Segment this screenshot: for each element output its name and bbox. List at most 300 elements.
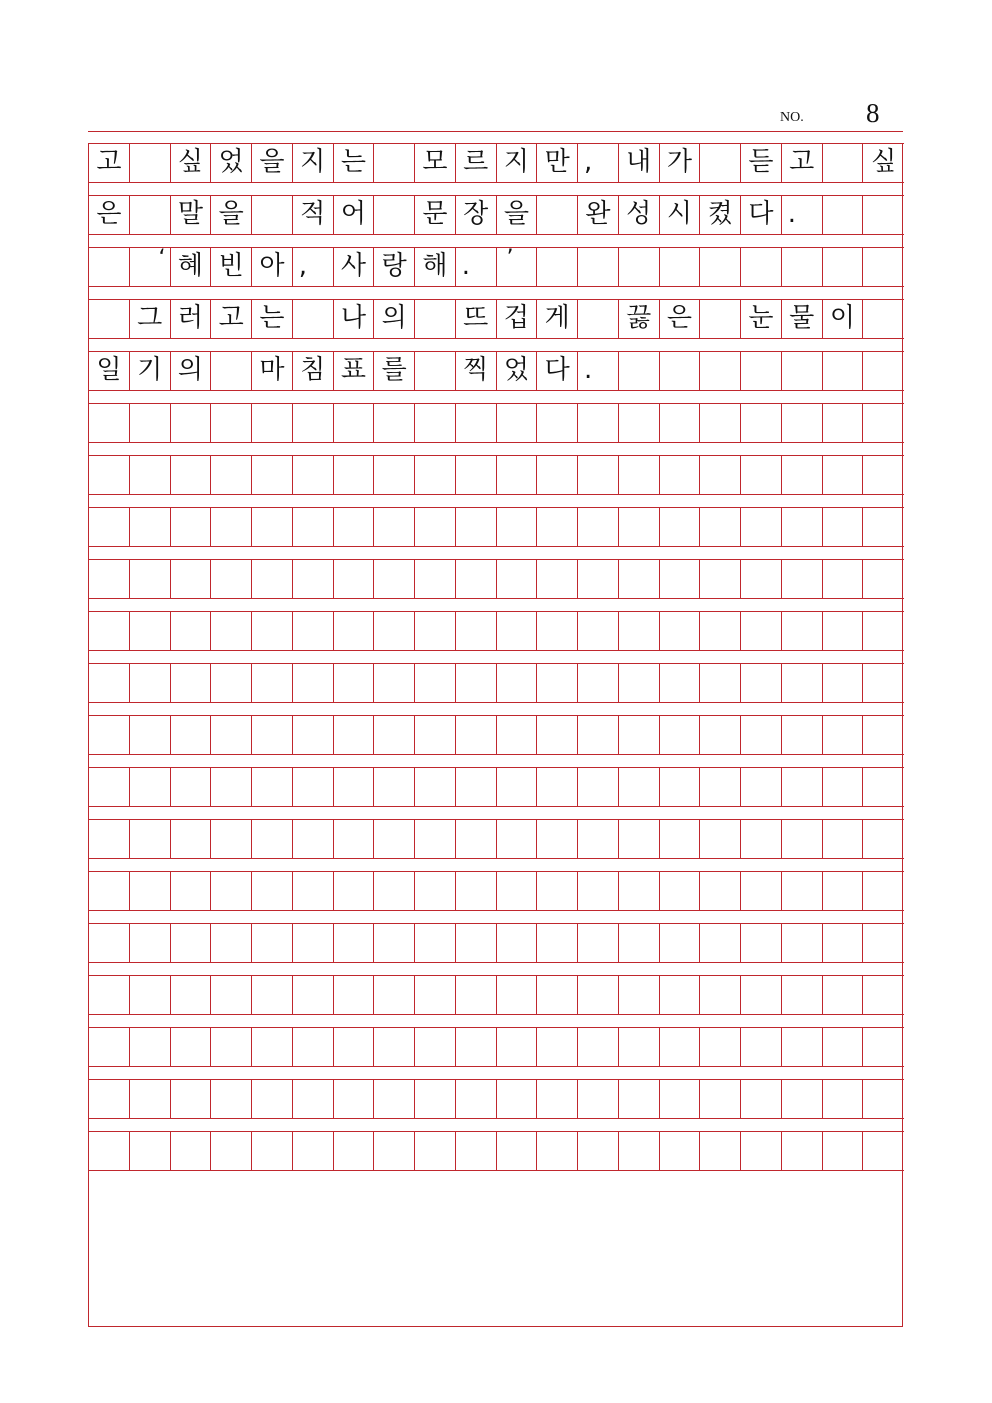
grid-cell [863, 612, 904, 650]
grid-cell [130, 508, 171, 546]
grid-cell: 나 [334, 300, 375, 338]
grid-cell [252, 1132, 293, 1170]
grid-cell [415, 456, 456, 494]
grid-cell [89, 872, 130, 910]
grid-cell [537, 768, 578, 806]
grid-cell [252, 560, 293, 598]
grid-cell: 내 [619, 144, 660, 182]
grid-cell [374, 1132, 415, 1170]
grid-row [89, 143, 904, 183]
grid-cell [415, 1080, 456, 1118]
grid-cell: 의 [374, 300, 415, 338]
manuscript-grid [88, 143, 903, 1327]
grid-cell: 시 [660, 196, 701, 234]
grid-cell [741, 1028, 782, 1066]
grid-cell [374, 872, 415, 910]
grid-cell [537, 872, 578, 910]
grid-cell [700, 612, 741, 650]
grid-cell [823, 248, 864, 286]
grid-cell [456, 1080, 497, 1118]
grid-cell: 지 [497, 144, 538, 182]
grid-cell: 었 [211, 144, 252, 182]
grid-cell [700, 716, 741, 754]
grid-cell [130, 1028, 171, 1066]
grid-cell [456, 404, 497, 442]
grid-cell [293, 664, 334, 702]
grid-row [89, 1079, 904, 1119]
grid-cell: 지 [293, 144, 334, 182]
grid-cell [660, 872, 701, 910]
grid-cell [497, 924, 538, 962]
grid-cell: 혜 [171, 248, 212, 286]
grid-cell [293, 716, 334, 754]
grid-cell [823, 196, 864, 234]
grid-cell [782, 508, 823, 546]
grid-cell [863, 1028, 904, 1066]
grid-cell: . [456, 248, 497, 286]
grid-cell [823, 352, 864, 390]
grid-cell [823, 716, 864, 754]
grid-cell [782, 352, 823, 390]
grid-cell [700, 872, 741, 910]
page-number-label: NO. [780, 110, 804, 125]
grid-cell [700, 664, 741, 702]
grid-cell [334, 1132, 375, 1170]
grid-cell [497, 872, 538, 910]
grid-cell [741, 404, 782, 442]
grid-cell [334, 456, 375, 494]
grid-cell [741, 716, 782, 754]
grid-cell: 을 [211, 196, 252, 234]
grid-cell [782, 248, 823, 286]
grid-cell [578, 508, 619, 546]
grid-cell: , [293, 248, 334, 286]
grid-cell [456, 768, 497, 806]
grid-cell [700, 560, 741, 598]
grid-cell [334, 872, 375, 910]
grid-cell [415, 352, 456, 390]
grid-cell [741, 248, 782, 286]
grid-cell [660, 248, 701, 286]
grid-cell [293, 820, 334, 858]
grid-cell [89, 612, 130, 650]
grid-cell [700, 976, 741, 1014]
grid-cell [456, 612, 497, 650]
grid-cell: 문 [415, 196, 456, 234]
grid-cell [741, 560, 782, 598]
grid-cell: 고 [89, 144, 130, 182]
grid-cell [619, 1132, 660, 1170]
grid-cell: 아 [252, 248, 293, 286]
grid-row [89, 299, 904, 339]
grid-cell [619, 872, 660, 910]
grid-cell [456, 976, 497, 1014]
grid-cell [374, 716, 415, 754]
grid-cell: ’ [497, 248, 538, 286]
grid-cell [782, 1132, 823, 1170]
grid-cell [293, 404, 334, 442]
grid-cell [660, 768, 701, 806]
grid-cell [823, 1080, 864, 1118]
grid-cell [619, 456, 660, 494]
grid-cell [211, 820, 252, 858]
grid-cell [415, 820, 456, 858]
grid-row [89, 403, 904, 443]
grid-cell [497, 820, 538, 858]
grid-cell [130, 1080, 171, 1118]
grid-cell [619, 976, 660, 1014]
grid-cell [293, 924, 334, 962]
grid-cell [863, 1080, 904, 1118]
grid-cell: 완 [578, 196, 619, 234]
grid-cell [211, 716, 252, 754]
grid-cell [211, 404, 252, 442]
grid-cell [130, 560, 171, 598]
grid-cell [374, 924, 415, 962]
grid-cell [537, 404, 578, 442]
grid-cell [252, 1028, 293, 1066]
grid-cell [171, 1080, 212, 1118]
grid-cell [823, 820, 864, 858]
grid-cell: 어 [334, 196, 375, 234]
grid-cell [863, 1132, 904, 1170]
grid-cell [252, 664, 293, 702]
grid-cell: 사 [334, 248, 375, 286]
grid-cell [89, 768, 130, 806]
grid-row [89, 247, 904, 287]
grid-cell: 눈 [741, 300, 782, 338]
grid-cell: 이 [823, 300, 864, 338]
grid-cell [782, 560, 823, 598]
grid-cell [211, 924, 252, 962]
grid-cell [130, 872, 171, 910]
grid-cell [171, 664, 212, 702]
grid-cell [863, 300, 904, 338]
grid-cell [89, 300, 130, 338]
grid-cell [537, 1028, 578, 1066]
grid-cell [415, 612, 456, 650]
grid-cell: 는 [334, 144, 375, 182]
grid-cell [741, 1080, 782, 1118]
grid-cell [374, 456, 415, 494]
grid-cell [578, 560, 619, 598]
grid-cell [537, 248, 578, 286]
grid-cell [700, 1028, 741, 1066]
grid-cell [415, 716, 456, 754]
grid-cell [823, 508, 864, 546]
grid-cell: 가 [660, 144, 701, 182]
grid-cell [130, 716, 171, 754]
grid-cell [619, 768, 660, 806]
grid-cell: 다 [537, 352, 578, 390]
grid-cell [619, 820, 660, 858]
grid-cell [89, 820, 130, 858]
grid-cell [374, 1028, 415, 1066]
grid-cell: 장 [456, 196, 497, 234]
grid-cell [171, 924, 212, 962]
grid-cell [782, 716, 823, 754]
grid-cell [293, 456, 334, 494]
grid-cell [823, 976, 864, 1014]
grid-cell [660, 664, 701, 702]
grid-cell [89, 716, 130, 754]
grid-cell [497, 664, 538, 702]
grid-cell: 듣 [741, 144, 782, 182]
grid-cell [211, 352, 252, 390]
grid-cell [497, 1028, 538, 1066]
grid-cell [334, 976, 375, 1014]
grid-cell [700, 508, 741, 546]
grid-cell [211, 612, 252, 650]
grid-cell [415, 924, 456, 962]
grid-cell [578, 1080, 619, 1118]
grid-row [89, 923, 904, 963]
grid-cell [293, 976, 334, 1014]
grid-cell [782, 664, 823, 702]
grid-cell [171, 872, 212, 910]
grid-cell [782, 872, 823, 910]
grid-cell [823, 1028, 864, 1066]
grid-cell [741, 508, 782, 546]
grid-cell [130, 976, 171, 1014]
grid-cell [334, 716, 375, 754]
grid-cell [537, 196, 578, 234]
grid-cell [374, 144, 415, 182]
grid-row [89, 767, 904, 807]
grid-cell [130, 456, 171, 494]
grid-cell [741, 820, 782, 858]
grid-cell [334, 1080, 375, 1118]
grid-cell [456, 716, 497, 754]
grid-cell [863, 768, 904, 806]
grid-cell [863, 456, 904, 494]
grid-cell [211, 664, 252, 702]
grid-cell [456, 664, 497, 702]
grid-cell [660, 352, 701, 390]
grid-cell [89, 1080, 130, 1118]
grid-cell [252, 1080, 293, 1118]
grid-cell [497, 456, 538, 494]
grid-cell [171, 820, 212, 858]
grid-cell: 만 [537, 144, 578, 182]
grid-cell [700, 352, 741, 390]
grid-cell [374, 404, 415, 442]
grid-row [89, 1131, 904, 1171]
grid-cell [252, 508, 293, 546]
grid-cell [537, 1080, 578, 1118]
grid-cell [741, 612, 782, 650]
grid-cell [782, 612, 823, 650]
grid-cell [578, 820, 619, 858]
grid-cell: 은 [89, 196, 130, 234]
grid-cell [211, 1080, 252, 1118]
grid-cell [741, 664, 782, 702]
grid-cell [497, 768, 538, 806]
grid-cell: 끓 [619, 300, 660, 338]
grid-cell [741, 768, 782, 806]
grid-cell: 모 [415, 144, 456, 182]
grid-cell: 기 [130, 352, 171, 390]
grid-row [89, 559, 904, 599]
grid-cell: 표 [334, 352, 375, 390]
grid-cell [374, 664, 415, 702]
grid-cell [89, 1132, 130, 1170]
grid-cell [660, 1080, 701, 1118]
grid-cell: 다 [741, 196, 782, 234]
grid-cell [578, 1028, 619, 1066]
grid-cell [89, 404, 130, 442]
grid-cell [537, 664, 578, 702]
grid-cell [537, 612, 578, 650]
grid-cell: 일 [89, 352, 130, 390]
grid-cell [782, 1028, 823, 1066]
grid-cell [374, 976, 415, 1014]
grid-cell [619, 924, 660, 962]
grid-cell [660, 404, 701, 442]
grid-cell: . [578, 352, 619, 390]
grid-cell [415, 664, 456, 702]
grid-cell [334, 1028, 375, 1066]
grid-cell [578, 976, 619, 1014]
grid-cell: 은 [660, 300, 701, 338]
grid-cell [89, 924, 130, 962]
grid-cell [252, 976, 293, 1014]
grid-cell [578, 1132, 619, 1170]
grid-cell [293, 612, 334, 650]
grid-cell [415, 300, 456, 338]
grid-cell [700, 1132, 741, 1170]
grid-cell [823, 872, 864, 910]
grid-cell [823, 1132, 864, 1170]
grid-cell [293, 1132, 334, 1170]
grid-cell [171, 612, 212, 650]
grid-cell [456, 560, 497, 598]
grid-cell [415, 976, 456, 1014]
grid-cell [293, 768, 334, 806]
grid-cell [252, 612, 293, 650]
grid-cell: 말 [171, 196, 212, 234]
grid-cell [497, 716, 538, 754]
grid-cell: 었 [497, 352, 538, 390]
grid-cell: 겁 [497, 300, 538, 338]
grid-cell [89, 508, 130, 546]
grid-cell [456, 1028, 497, 1066]
grid-row [89, 663, 904, 703]
grid-cell [89, 976, 130, 1014]
grid-cell [374, 508, 415, 546]
grid-cell: 싶 [871, 147, 897, 177]
page-number: 8 [866, 98, 880, 128]
grid-cell [374, 560, 415, 598]
grid-cell [171, 508, 212, 546]
grid-cell [823, 924, 864, 962]
grid-cell [863, 872, 904, 910]
grid-cell [252, 404, 293, 442]
grid-cell [537, 456, 578, 494]
grid-cell [334, 404, 375, 442]
grid-cell [578, 664, 619, 702]
grid-cell [497, 612, 538, 650]
grid-cell [782, 976, 823, 1014]
grid-cell [619, 1080, 660, 1118]
grid-cell [89, 560, 130, 598]
grid-cell [660, 1028, 701, 1066]
grid-cell [497, 404, 538, 442]
grid-cell: 찍 [456, 352, 497, 390]
grid-cell [171, 456, 212, 494]
grid-cell [823, 456, 864, 494]
grid-cell [700, 248, 741, 286]
grid-cell [700, 768, 741, 806]
grid-cell [863, 820, 904, 858]
grid-cell [700, 404, 741, 442]
grid-cell [171, 1132, 212, 1170]
grid-cell [211, 872, 252, 910]
grid-cell [863, 508, 904, 546]
grid-cell [130, 768, 171, 806]
grid-cell: 게 [537, 300, 578, 338]
grid-cell [334, 508, 375, 546]
grid-cell [863, 924, 904, 962]
grid-cell [497, 1080, 538, 1118]
grid-cell [293, 1028, 334, 1066]
grid-cell [211, 560, 252, 598]
grid-cell [374, 196, 415, 234]
grid-cell [537, 1132, 578, 1170]
grid-cell [415, 404, 456, 442]
grid-cell [293, 1080, 334, 1118]
grid-cell [130, 612, 171, 650]
grid-cell [334, 924, 375, 962]
grid-cell [619, 404, 660, 442]
grid-cell [211, 768, 252, 806]
grid-cell [782, 768, 823, 806]
grid-cell [660, 560, 701, 598]
grid-cell [823, 144, 864, 182]
grid-cell [415, 508, 456, 546]
grid-cell [863, 352, 904, 390]
grid-cell [619, 352, 660, 390]
grid-cell [863, 560, 904, 598]
grid-cell [456, 872, 497, 910]
grid-cell: 랑 [374, 248, 415, 286]
grid-cell [334, 768, 375, 806]
grid-cell: 적 [293, 196, 334, 234]
grid-cell [782, 924, 823, 962]
grid-cell [497, 1132, 538, 1170]
grid-cell [130, 924, 171, 962]
grid-cell [456, 924, 497, 962]
grid-cell [456, 456, 497, 494]
grid-cell: 빈 [211, 248, 252, 286]
grid-cell [171, 404, 212, 442]
grid-cell [578, 404, 619, 442]
grid-cell [660, 820, 701, 858]
grid-row [89, 871, 904, 911]
grid-cell: 뜨 [456, 300, 497, 338]
grid-cell: ‘ [130, 248, 171, 286]
grid-cell [334, 612, 375, 650]
grid-cell [782, 456, 823, 494]
grid-cell: 을 [252, 144, 293, 182]
grid-cell [700, 924, 741, 962]
grid-cell [456, 1132, 497, 1170]
grid-cell [863, 716, 904, 754]
grid-cell [741, 976, 782, 1014]
grid-cell [619, 612, 660, 650]
grid-cell [252, 924, 293, 962]
grid-cell [89, 248, 130, 286]
